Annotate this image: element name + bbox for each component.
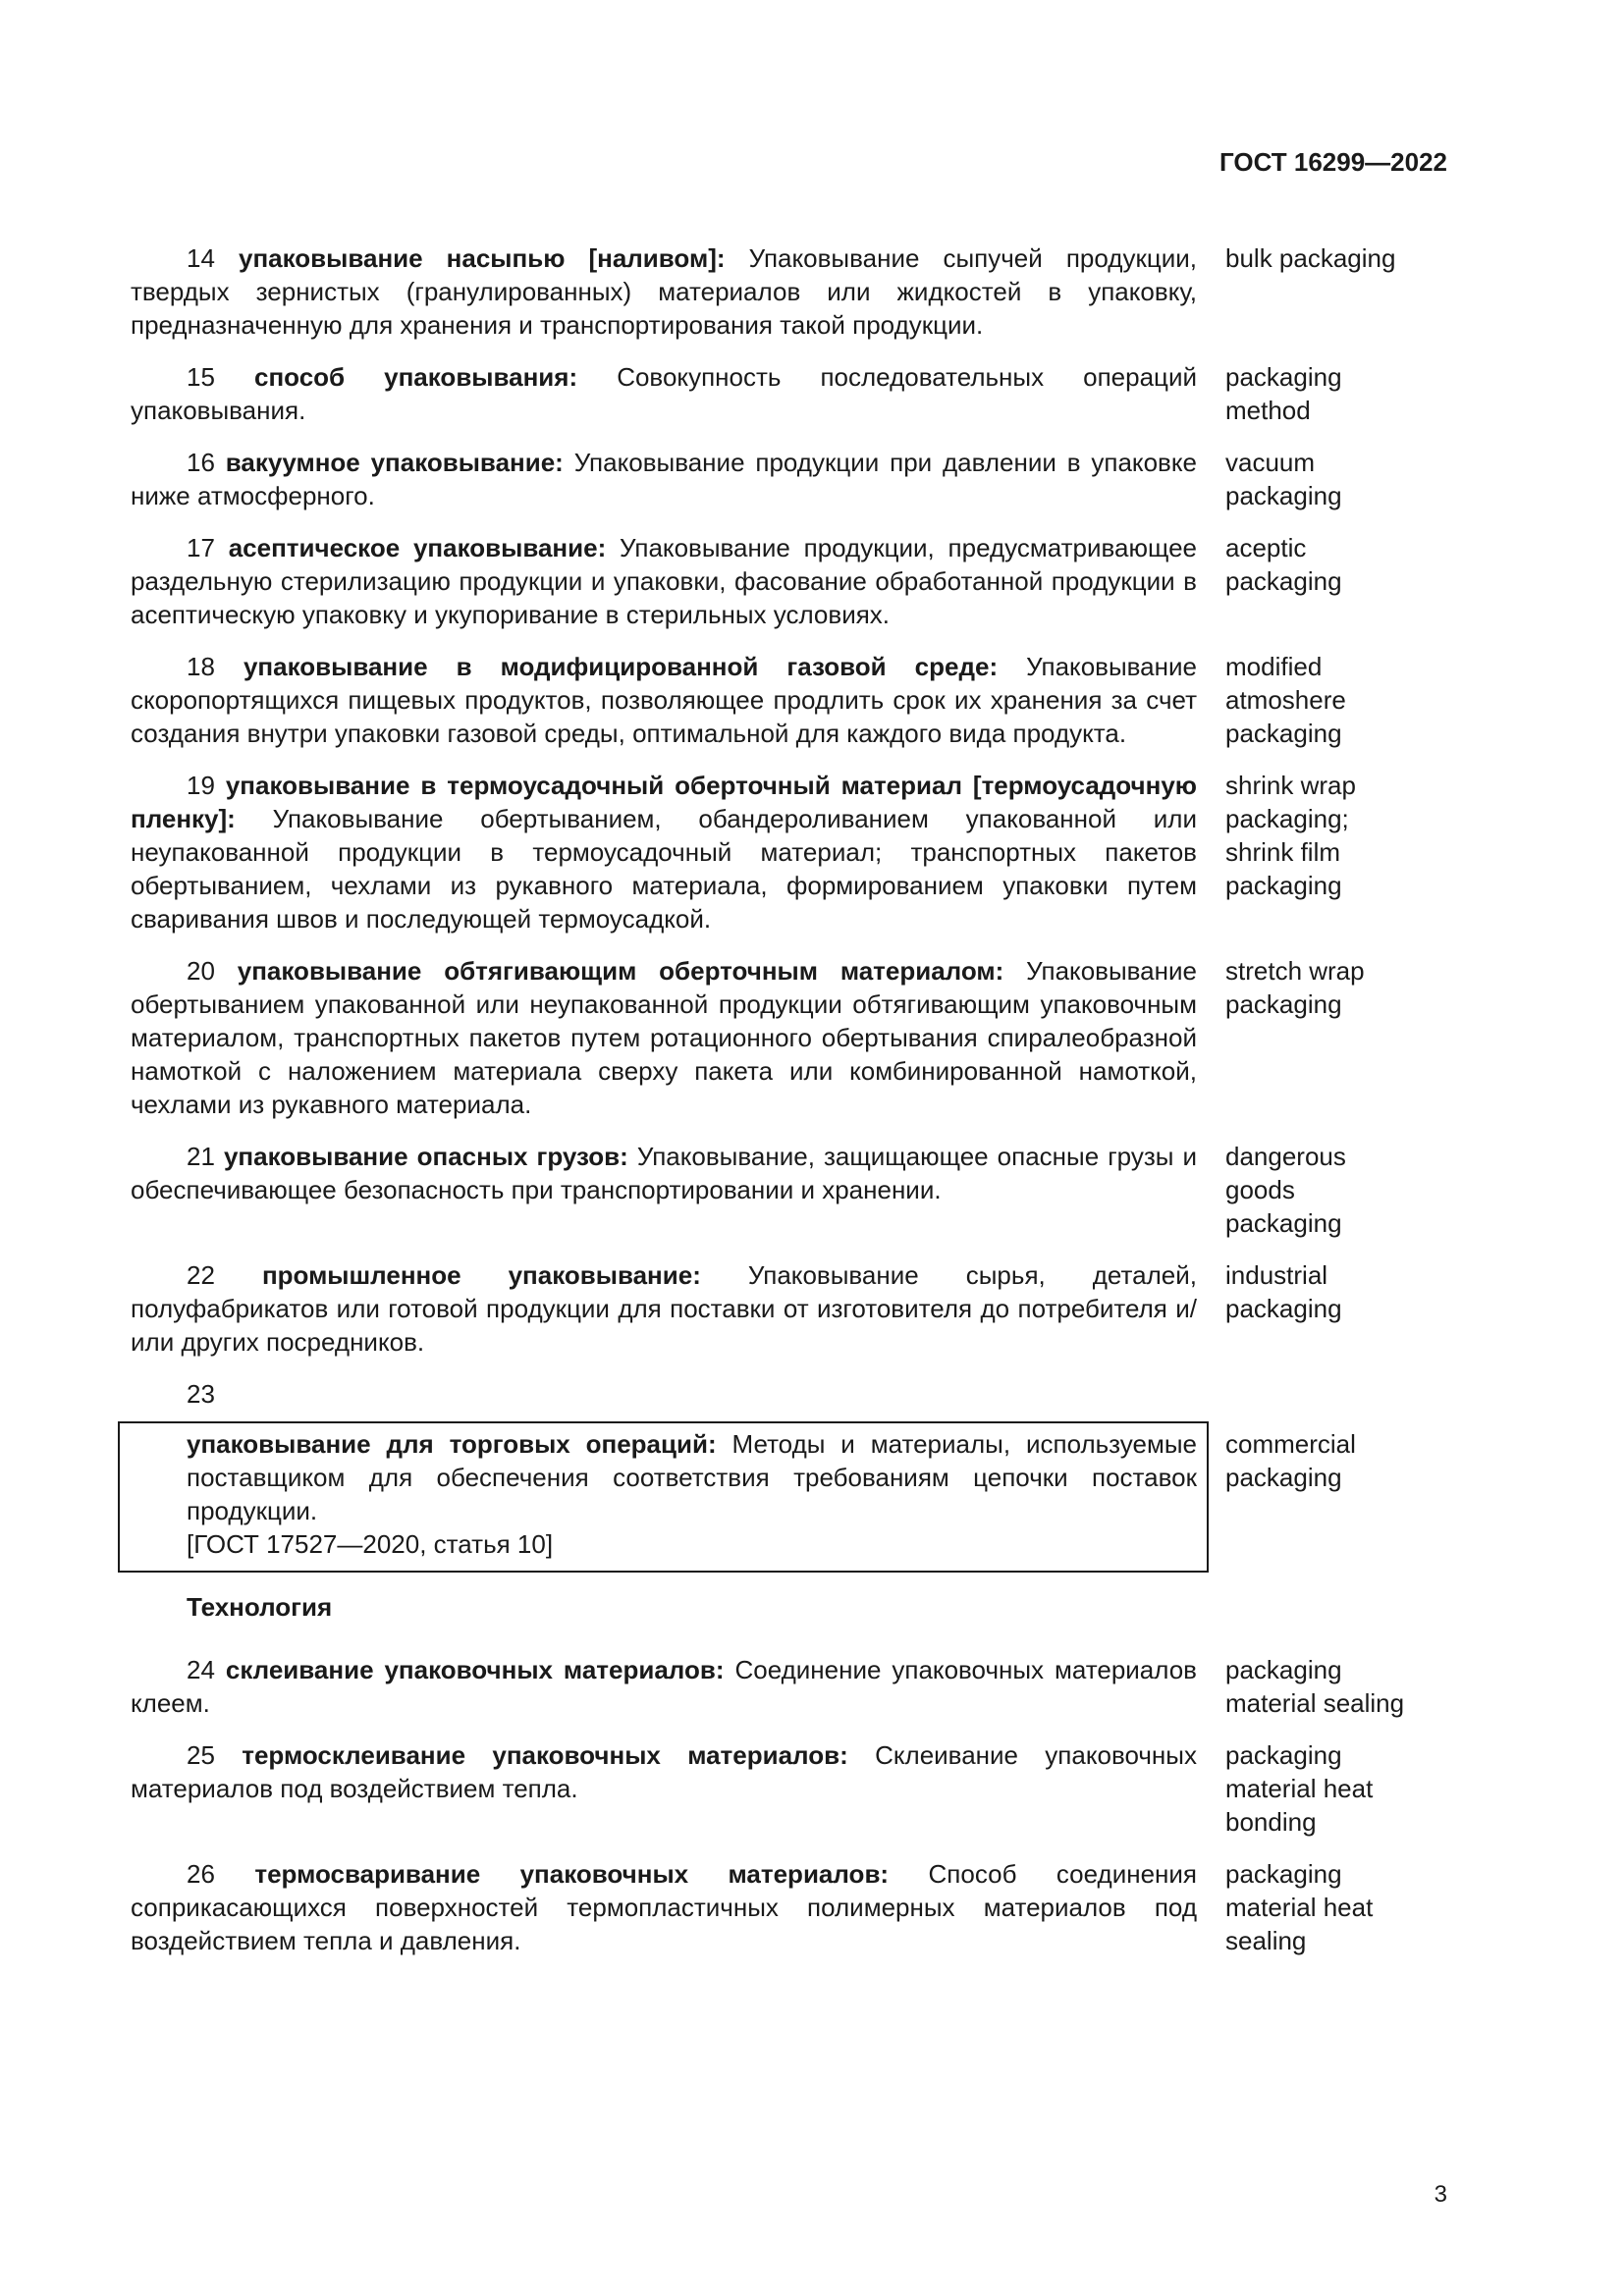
term-entry-17 <box>131 531 1451 631</box>
term-en: commercial packaging <box>1225 1429 1356 1492</box>
term-en: packaging material sealing <box>1225 1655 1405 1718</box>
entry-number: 16 <box>187 448 215 477</box>
term-definition: Упаковывание обертыванием, обандероливанием упакованной или неупакованной продукции в термоусадочный материал; транспортных пакетов обертыванием, чехлами из рукавного материала, формированием упаковки путем сваривания швов и последующей термоусадкой. <box>131 804 1197 934</box>
term-en: packaging material heat bonding <box>1225 1740 1374 1837</box>
term-definition: Упаковывание скоропортящихся пищевых продуктов, позволяющее продлить срок их хранения за счет создания внутри упаковки газовой среды, оптимальной для каждого вида продукта. <box>131 652 1197 748</box>
term-definition: Упаковывание, защищающее опасные грузы и обеспечивающее безопасность при транспортировании и хранении. <box>131 1142 1198 1204</box>
term-ru: упаковывание в модифицированной газовой среде: <box>243 652 999 681</box>
term-ru: упаковывание для торговых операций: <box>187 1429 717 1459</box>
term-ru: упаковывание обтягивающим оберточным материалом: <box>237 956 1004 986</box>
page-number: 3 <box>1434 2181 1447 2208</box>
entry-number: 14 <box>187 243 215 273</box>
term-en: vacuum packaging <box>1225 448 1342 510</box>
term-en: modified atmoshere packaging <box>1225 652 1346 748</box>
term-ru: асептическое упаковывание: <box>228 533 607 562</box>
term-entry-19 <box>131 769 1451 935</box>
entry-number: 26 <box>187 1859 215 1889</box>
term-en: packaging material heat sealing <box>1225 1859 1374 1955</box>
term-en: stretch wrap packaging <box>1225 956 1365 1019</box>
term-entry-23 <box>131 1427 1451 1561</box>
term-ru: упаковывание опасных грузов: <box>223 1142 628 1171</box>
term-entry-26 <box>131 1857 1451 1957</box>
term-en: industrial packaging <box>1225 1260 1342 1323</box>
term-entry-14 <box>131 241 1451 342</box>
entry-number: 18 <box>187 652 215 681</box>
term-definition: Упаковывание сырья, деталей, полуфабрикатов или готовой продукции для поставки от изготовителя до потребителя и/или других посредников. <box>131 1260 1197 1357</box>
term-ru: термосваривание упаковочных материалов: <box>254 1859 890 1889</box>
term-entry-24 <box>131 1653 1451 1720</box>
entry-number: 19 <box>187 771 215 800</box>
entry-number: 22 <box>187 1260 215 1290</box>
document-header: ГОСТ 16299—2022 <box>1219 147 1447 177</box>
term-definition: Методы и материалы, используемые поставщиком для обеспечения соответствия требованиям цепочки поставок продукции. <box>187 1429 1197 1525</box>
term-ru: термосклеивание упаковочных материалов: <box>242 1740 848 1770</box>
term-definition: Способ соединения соприкасающихся поверхностей термопластичных полимерных материалов под воздействием тепла и давления. <box>131 1859 1197 1955</box>
entry-number: 20 <box>187 956 215 986</box>
term-entry-20 <box>131 954 1451 1121</box>
term-definition: Совокупность последовательных операций упаковывания. <box>131 362 1197 425</box>
term-ru: упаковывание в термоусадочный оберточный материал [термоусадочную пленку]: <box>131 771 1197 833</box>
terms-list <box>131 241 1451 1976</box>
term-entry-15 <box>131 360 1451 427</box>
term-en: shrink wrap packaging; shrink film packaging <box>1225 771 1356 900</box>
entry-number: 17 <box>187 533 215 562</box>
term-en: packaging method <box>1225 362 1342 425</box>
term-entry-18 <box>131 650 1451 750</box>
section-title: Технология <box>187 1592 333 1622</box>
term-en: bulk packaging <box>1225 243 1396 273</box>
entry-number-23: 23 <box>187 1379 215 1409</box>
term-ru: упаковывание насыпью [наливом]: <box>239 243 726 273</box>
term-entry-21 <box>131 1140 1451 1240</box>
term-definition: Упаковывание продукции, предусматривающее раздельную стерилизацию продукции и упаковки, фасование обработанной продукции в асептическую упаковку и укупоривание в стерильных условиях. <box>131 533 1197 629</box>
term-entry-16 <box>131 446 1451 512</box>
term-en: aceptic packaging <box>1225 533 1342 596</box>
term-definition: Упаковывание сыпучей продукции, твердых зернистых (гранулированных) материалов или жидкостей в упаковку, предназначенную для хранения и транспортирования такой продукции. <box>131 243 1197 340</box>
term-entry-25 <box>131 1738 1451 1839</box>
term-ru: промышленное упаковывание: <box>261 1260 701 1290</box>
term-definition: Упаковывание обертыванием упакованной или неупакованной продукции обтягивающим упаковочным материалом, транспортных пакетов путем ротационного обертывания спиралеобразной намоткой с наложением материала сверху пакета или комбинированной намоткой, чехлами из рукавного материала. <box>131 956 1197 1119</box>
term-reference: [ГОСТ 17527—2020, статья 10] <box>187 1529 554 1559</box>
entry-number: 15 <box>187 362 215 392</box>
term-ru: склеивание упаковочных материалов: <box>225 1655 725 1684</box>
term-definition: Склеивание упаковочных материалов под воздействием тепла. <box>131 1740 1197 1803</box>
entry-number: 25 <box>187 1740 215 1770</box>
term-entry-22 <box>131 1258 1451 1359</box>
entry-number: 24 <box>187 1655 215 1684</box>
term-definition: Соединение упаковочных материалов клеем. <box>131 1655 1197 1718</box>
term-ru: вакуумное упаковывание: <box>225 448 564 477</box>
term-definition: Упаковывание продукции при давлении в упаковке ниже атмосферного. <box>131 448 1197 510</box>
term-en: dangerous goods packaging <box>1225 1142 1346 1238</box>
term-ru: способ упаковывания: <box>253 362 578 392</box>
entry-number: 21 <box>187 1142 215 1171</box>
